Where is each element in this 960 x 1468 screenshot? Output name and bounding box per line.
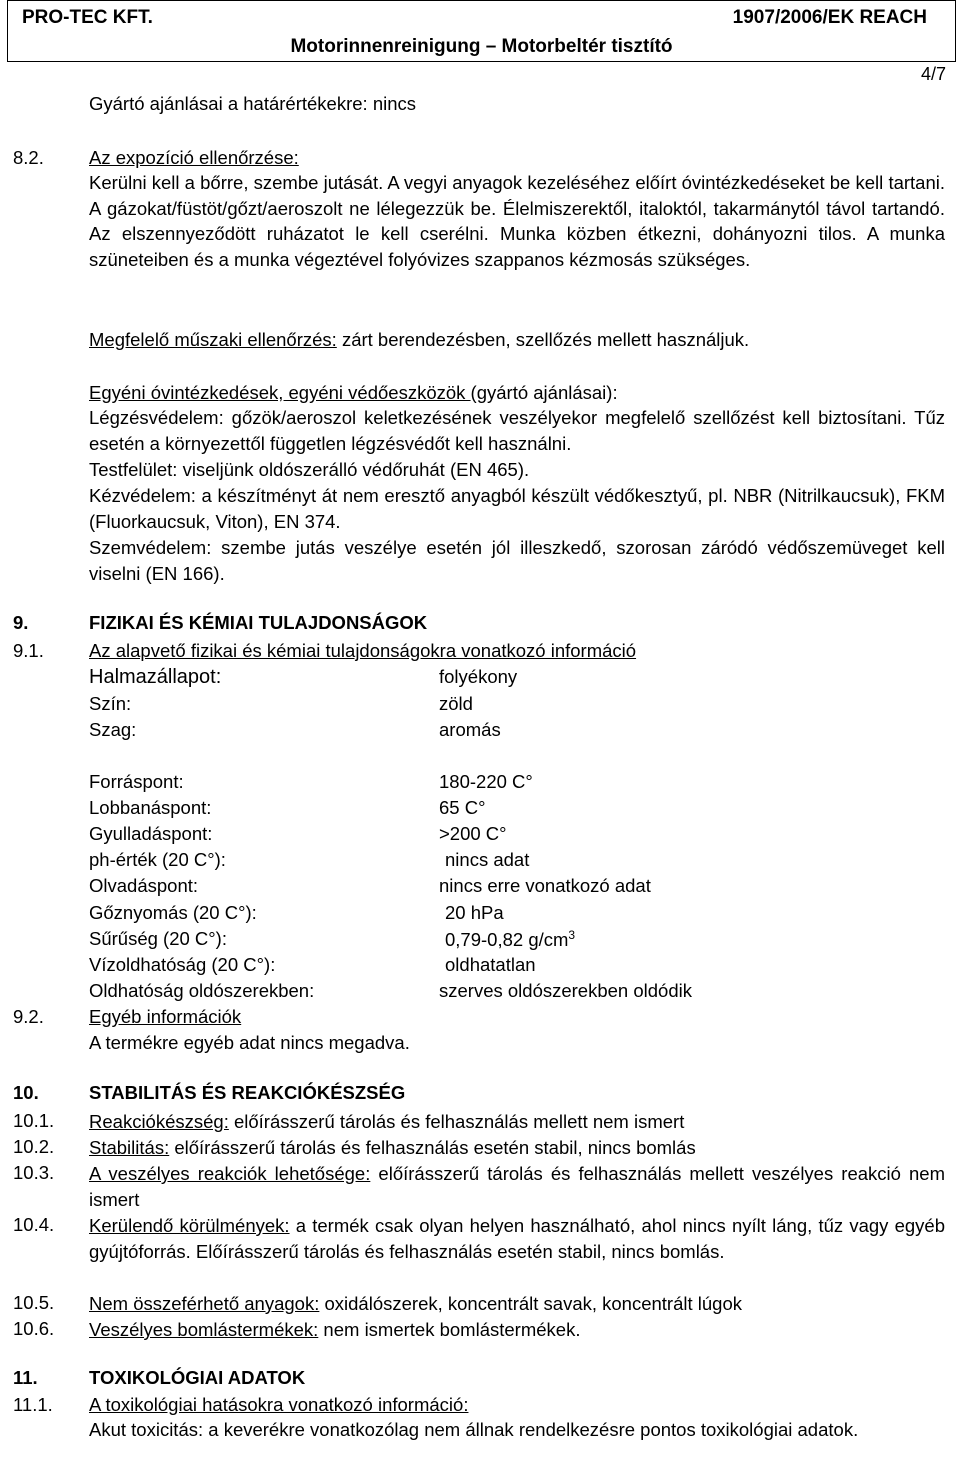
section-9-number: 9.	[13, 612, 29, 633]
property-value-text: oldhatatlan	[445, 954, 536, 975]
property-value	[439, 823, 507, 845]
subsection-paragraph	[89, 1291, 945, 1317]
eye-protection: Szemvédelem: szembe jutás veszélye esetén jól illeszkedő, szorosan záródó védőszemüveget kell viselni (EN 166).	[89, 537, 945, 584]
section-9-1-number: 9.1.	[13, 640, 44, 661]
property-label: Forráspont:	[89, 771, 184, 792]
property-value	[439, 771, 533, 793]
property-label: Halmazállapot:	[89, 666, 222, 688]
property-value-text: 180-220 C°	[439, 771, 533, 792]
section-11-1-number: 11.1.	[13, 1394, 53, 1415]
subsection-number: 10.3.	[13, 1162, 55, 1183]
product-name: Motorinnenreinigung – Motorbeltér tisztító	[290, 36, 673, 57]
property-value	[445, 928, 575, 951]
subsection-paragraph	[89, 1135, 945, 1161]
property-value	[439, 980, 692, 1002]
subsection-label: Veszélyes bomlástermékek:	[89, 1319, 319, 1340]
property-value	[445, 849, 529, 871]
subsection-text: a termék csak olyan helyen használható, ahol nincs nyílt láng, tűz vagy egyéb gyújtóforrás. Előírásszerű tárolás és felhasználás esetén stabil, nincs bomlás.	[89, 1215, 945, 1262]
property-value	[445, 954, 536, 976]
section-9-2-text: A termékre egyéb adat nincs megadva.	[89, 1032, 410, 1053]
section-10-number: 10.	[13, 1082, 39, 1103]
property-value: aromás	[439, 719, 501, 740]
property-value: folyékony	[439, 666, 518, 687]
property-value	[445, 902, 504, 924]
property-value: zöld	[439, 693, 473, 714]
property-label: Gőznyomás (20 C°):	[89, 902, 257, 923]
regulation-ref: 1907/2006/EK REACH	[732, 7, 927, 28]
property-label: Gyulladáspont:	[89, 823, 213, 844]
technical-control-label: Megfelelő műszaki ellenőrzés:	[89, 329, 337, 350]
section-8-2-title: Az expozíció ellenőrzése:	[89, 147, 299, 168]
company-name: PRO-TEC KFT.	[22, 7, 153, 28]
section-11-1-title: A toxikológiai hatásokra vonatkozó információ:	[89, 1394, 469, 1415]
subsection-paragraph	[89, 1161, 945, 1212]
property-value-text: szerves oldószerekben oldódik	[439, 980, 692, 1001]
section-9-title: FIZIKAI ÉS KÉMIAI TULAJDONSÁGOK	[89, 612, 428, 633]
section-9-2-title: Egyéb információk	[89, 1006, 242, 1027]
section-9-1-title: Az alapvető fizikai és kémiai tulajdonságokra vonatkozó információ	[89, 640, 637, 661]
subsection-text: előírásszerű tárolás és felhasználás mellett veszélyes reakció nem ismert	[89, 1163, 946, 1210]
section-9-2-number: 9.2.	[13, 1006, 44, 1027]
property-label: ph-érték (20 C°):	[89, 849, 226, 870]
subsection-label: Nem összeférhető anyagok:	[89, 1293, 320, 1314]
subsection-number: 10.4.	[13, 1214, 55, 1235]
respiratory-protection: Légzésvédelem: gőzök/aeroszol keletkezésének veszélyekor megfelelő szellőzést kell biztosítani. Tűz esetén a környezettől független légzésvédőt kell használni.	[89, 407, 945, 454]
property-value	[439, 875, 651, 897]
property-value-text: 20 hPa	[445, 902, 504, 923]
document-header	[7, 0, 956, 62]
property-value-text: >200 C°	[439, 823, 507, 844]
property-value-superscript: 3	[568, 928, 576, 942]
subsection-text: nem ismertek bomlástermékek.	[318, 1319, 581, 1340]
body-protection: Testfelület: viseljünk oldószerálló védőruhát (EN 465).	[89, 459, 530, 480]
ppe-heading	[89, 382, 618, 404]
subsection-label: Stabilitás:	[89, 1137, 170, 1158]
subsection-paragraph	[89, 1213, 945, 1264]
property-value-text: 0,79-0,82 g/cm	[445, 929, 569, 951]
section-8-2-number: 8.2.	[13, 147, 44, 168]
subsection-text: oxidálószerek, koncentrált savak, koncentrált lúgok	[319, 1293, 742, 1314]
technical-control-line	[89, 329, 749, 351]
property-label: Sűrűség (20 C°):	[89, 928, 227, 949]
technical-control-text: zárt berendezésben, szellőzés mellett használjuk.	[336, 329, 750, 350]
property-value-text: nincs erre vonatkozó adat	[439, 875, 651, 896]
ppe-label: Egyéni óvintézkedések, egyéni védőeszközök	[89, 382, 471, 403]
property-label: Szín:	[89, 693, 132, 714]
subsection-number: 10.1.	[13, 1110, 55, 1131]
subsection-paragraph	[89, 1317, 945, 1343]
property-label: Oldhatóság oldószerekben:	[89, 980, 315, 1001]
subsection-label: Kerülendő körülmények:	[89, 1215, 290, 1236]
subsection-number: 10.6.	[13, 1318, 55, 1339]
section-11-title: TOXIKOLÓGIAI ADATOK	[89, 1367, 306, 1388]
property-label: Lobbanáspont:	[89, 797, 212, 818]
exposure-control-paragraph: Kerülni kell a bőrre, szembe jutását. A vegyi anyagok kezeléséhez előírt óvintézkedéseket be kell tartani. A gázokat/füstöt/gőzt/aeroszolt ne lélegezzük be. Élelmiszerektől, italoktól, takarmánytól távol tartandó. Az elszennyeződött ruházatot le kell cserélni. Munka közben étkezni, dohányozni tilos. A munka szüneteiben és a munka végeztével folyóvizes szappanos kézmosás szükséges.	[89, 172, 945, 270]
subsection-label: A veszélyes reakciók lehetősége:	[89, 1163, 371, 1184]
page-number: 4/7	[920, 64, 946, 84]
subsection-text: előírásszerű tárolás és felhasználás esetén stabil, nincs bomlás	[169, 1137, 696, 1158]
subsection-text: előírásszerű tárolás és felhasználás mellett nem ismert	[228, 1111, 685, 1132]
hand-protection: Kézvédelem: a készítményt át nem eresztő anyagból készült védőkesztyű, pl. NBR (Nitrilkaucsuk), FKM (Fluorkaucsuk, Viton), EN 374.	[89, 485, 945, 532]
property-value-text: nincs adat	[445, 849, 530, 870]
section-10-title: STABILITÁS ÉS REAKCIÓKÉSZSÉG	[89, 1082, 406, 1103]
property-label: Szag:	[89, 719, 137, 740]
subsection-label: Reakciókészség:	[89, 1111, 229, 1132]
acute-toxicity-text: Akut toxicitás: a keverékre vonatkozólag nem állnak rendelkezésre pontos toxikológiai adatok.	[89, 1419, 859, 1440]
section-11-number: 11.	[13, 1367, 38, 1388]
manufacturer-limits-line: Gyártó ajánlásai a határértékekre: nincs	[89, 93, 417, 114]
ppe-label-rest: (gyártó ajánlásai):	[470, 382, 618, 403]
property-value	[439, 797, 485, 819]
property-value-text: 65 C°	[439, 797, 486, 818]
property-label: Vízoldhatóság (20 C°):	[89, 954, 276, 975]
subsection-number: 10.5.	[13, 1292, 55, 1313]
subsection-paragraph	[89, 1109, 945, 1135]
property-label: Olvadáspont:	[89, 875, 199, 896]
subsection-number: 10.2.	[13, 1136, 55, 1157]
